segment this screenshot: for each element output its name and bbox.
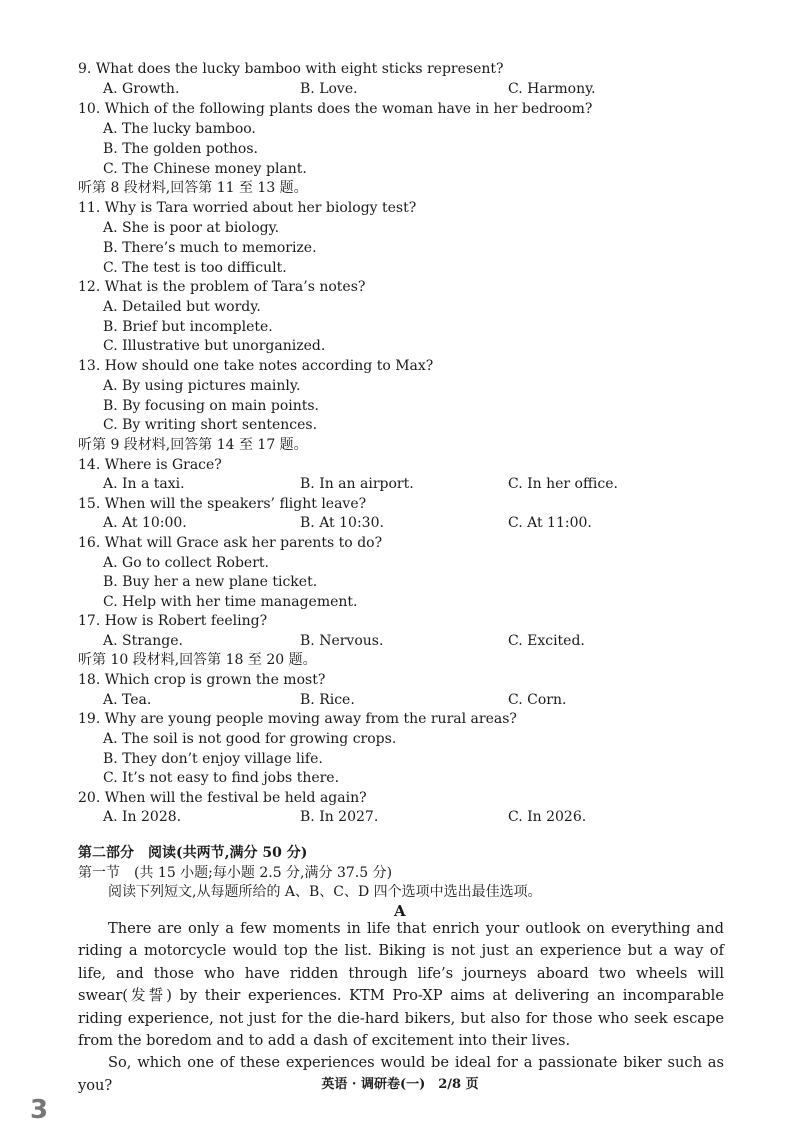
question-17-stem: 17. How is Robert feeling?	[78, 613, 268, 629]
passage-paragraph-1: There are only a few moments in life that enrich your outlook on everything and riding a motorcycle would top the list. Biking is not just an experience but a way of life, and those who have ridden through life’s journeys aboard two wheels will swear(发誓) by their experiences. KTM Pro-XP aims at delivering an incomparable riding experience, not just for the die-hard bikers, but also for those who seek escape from the boredom and to add a dash of excitement into their lives.	[78, 920, 724, 1050]
q13-option-b: B. By focusing on main points.	[103, 398, 320, 414]
q11-option-b: B. There’s much to memorize.	[103, 240, 317, 256]
q9-option-c: C. Harmony.	[508, 81, 596, 97]
q20-option-a: A. In 2028.	[103, 809, 182, 825]
q13-option-a: A. By using pictures mainly.	[103, 378, 301, 394]
page-footer: 英语 · 调研卷(一) 2/8 页	[321, 1077, 479, 1092]
q19-option-a: A. The soil is not good for growing crops.	[103, 731, 397, 747]
q10-option-b: B. The golden pothos.	[103, 141, 258, 157]
question-12-stem: 12. What is the problem of Tara’s notes?	[78, 279, 366, 295]
question-19-stem: 19. Why are young people moving away from the rural areas?	[78, 711, 517, 727]
part2-title: 第二部分 阅读(共两节,满分 50 分)	[78, 845, 308, 861]
q17-option-b: B. Nervous.	[300, 633, 384, 649]
question-11-stem: 11. Why is Tara worried about her biology test?	[78, 200, 417, 216]
q18-option-a: A. Tea.	[103, 692, 152, 708]
q9-option-a: A. Growth.	[103, 81, 180, 97]
question-9-stem: 9. What does the lucky bamboo with eight sticks represent?	[78, 61, 504, 77]
question-18-stem: 18. Which crop is grown the most?	[78, 672, 326, 688]
q17-option-a: A. Strange.	[103, 633, 183, 649]
q11-option-a: A. She is poor at biology.	[103, 220, 280, 236]
q11-option-c: C. The test is too difficult.	[103, 260, 287, 276]
passage-a-text	[78, 918, 724, 1097]
question-20-stem: 20. When will the festival be held again?	[78, 790, 367, 806]
q20-option-c: C. In 2026.	[508, 809, 587, 825]
q18-option-b: B. Rice.	[300, 692, 355, 708]
corner-page-mark: 3	[30, 1095, 49, 1125]
q19-option-c: C. It’s not easy to find jobs there.	[103, 770, 340, 786]
q14-option-a: A. In a taxi.	[103, 476, 185, 492]
question-15-stem: 15. When will the speakers’ flight leave?	[78, 496, 367, 512]
section-header-10: 听第 10 段材料,回答第 18 至 20 题。	[78, 652, 317, 668]
q10-option-c: C. The Chinese money plant.	[103, 161, 307, 177]
q12-option-b: B. Brief but incomplete.	[103, 319, 273, 335]
q16-option-c: C. Help with her time management.	[103, 594, 358, 610]
q12-option-a: A. Detailed but wordy.	[103, 299, 261, 315]
passage-label: A	[394, 902, 406, 920]
q15-option-b: B. At 10:30.	[300, 515, 384, 531]
question-13-stem: 13. How should one take notes according to Max?	[78, 358, 434, 374]
q10-option-a: A. The lucky bamboo.	[103, 121, 256, 137]
q14-option-b: B. In an airport.	[300, 476, 414, 492]
q9-option-b: B. Love.	[300, 81, 358, 97]
q19-option-b: B. They don’t enjoy village life.	[103, 751, 323, 767]
q17-option-c: C. Excited.	[508, 633, 585, 649]
q13-option-c: C. By writing short sentences.	[103, 417, 318, 433]
question-14-stem: 14. Where is Grace?	[78, 457, 222, 473]
q15-option-c: C. At 11:00.	[508, 515, 592, 531]
q16-option-b: B. Buy her a new plane ticket.	[103, 574, 318, 590]
q12-option-c: C. Illustrative but unorganized.	[103, 338, 326, 354]
passage-paragraph-2: So, which one of these experiences would be ideal for a passionate biker such as you?	[78, 1054, 724, 1094]
q15-option-a: A. At 10:00.	[103, 515, 187, 531]
section-header-8: 听第 8 段材料,回答第 11 至 13 题。	[78, 180, 308, 196]
q20-option-b: B. In 2027.	[300, 809, 379, 825]
q18-option-c: C. Corn.	[508, 692, 567, 708]
q16-option-a: A. Go to collect Robert.	[103, 555, 269, 571]
section-header-9: 听第 9 段材料,回答第 14 至 17 题。	[78, 437, 308, 453]
q14-option-c: C. In her office.	[508, 476, 618, 492]
question-16-stem: 16. What will Grace ask her parents to do?	[78, 535, 383, 551]
reading-instruction: 阅读下列短文,从每题所给的 A、B、C、D 四个选项中选出最佳选项。	[108, 884, 542, 900]
question-10-stem: 10. Which of the following plants does the woman have in her bedroom?	[78, 101, 593, 117]
section1-title: 第一节 (共 15 小题;每小题 2.5 分,满分 37.5 分)	[78, 865, 393, 881]
